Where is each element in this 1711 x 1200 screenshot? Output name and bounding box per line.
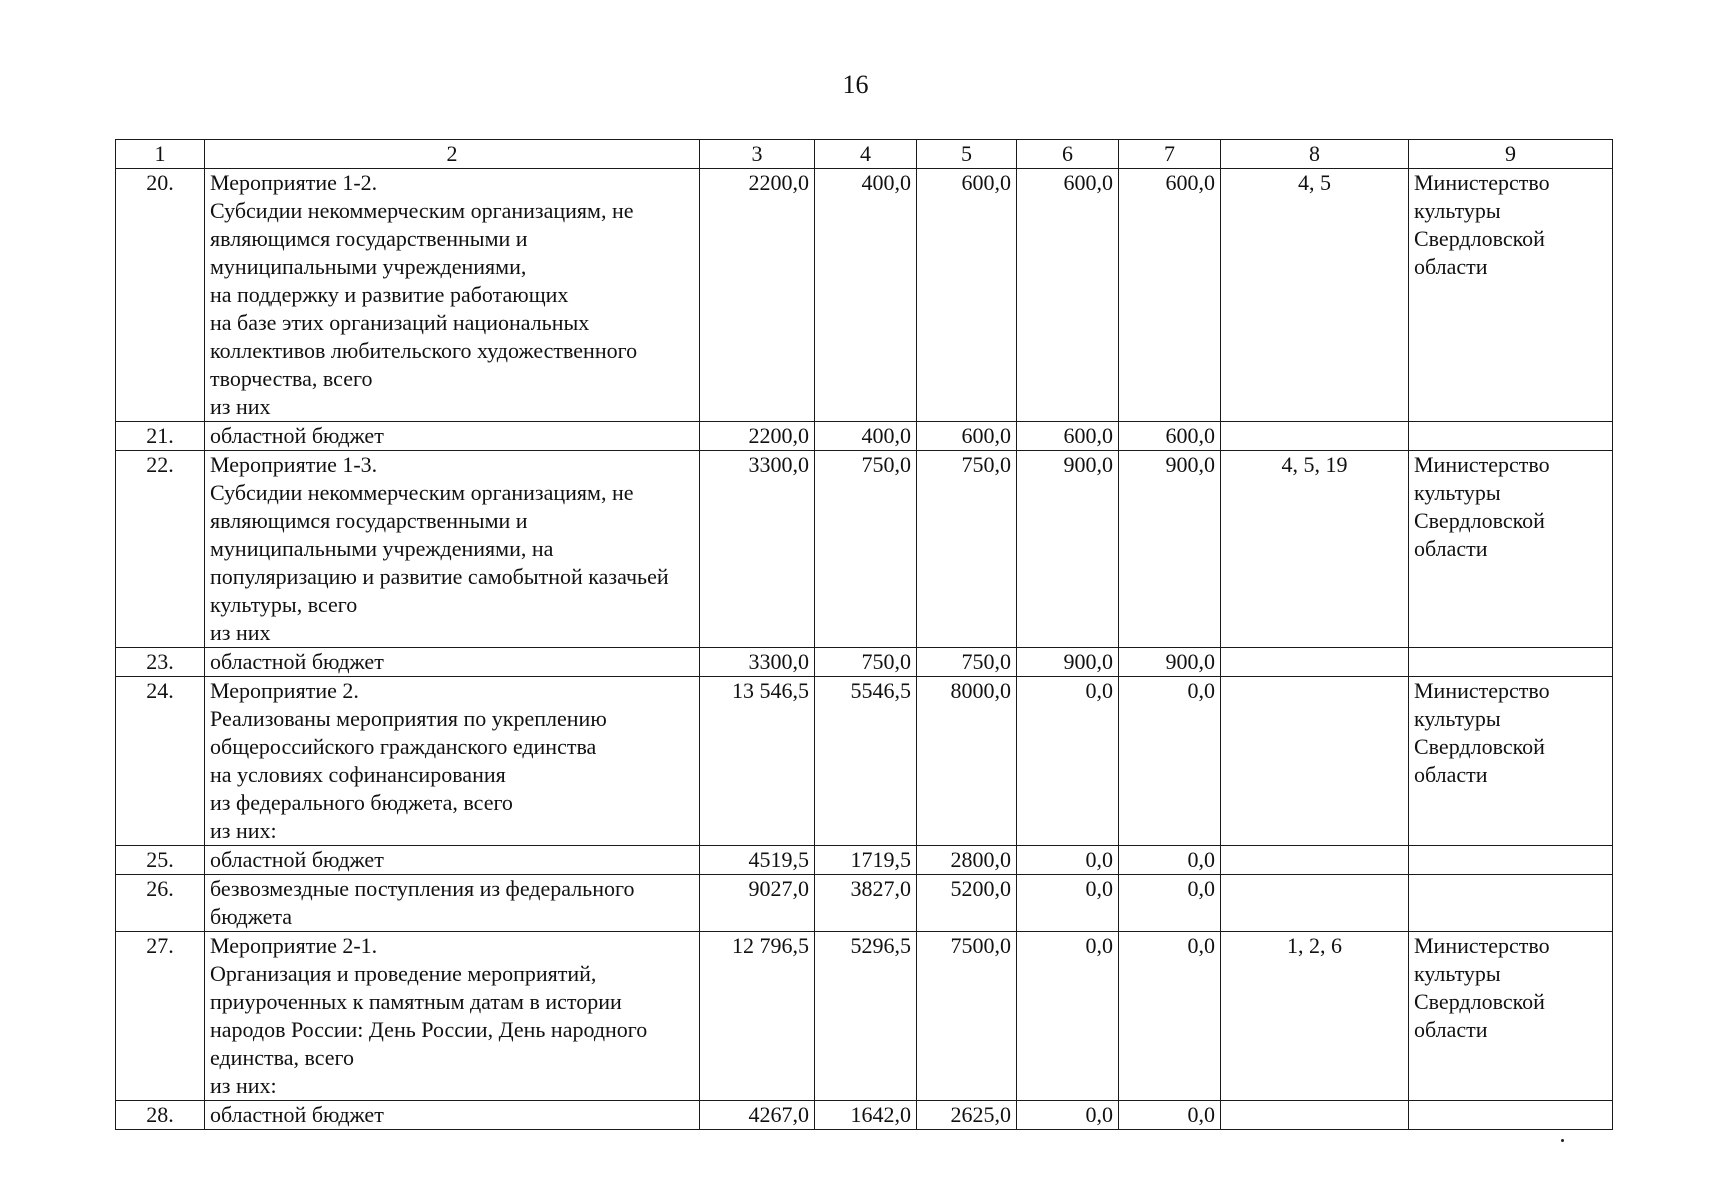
value-year-1: 5546,5 [815, 677, 917, 846]
target-indicators [1221, 422, 1409, 451]
value-year-3: 900,0 [1017, 648, 1119, 677]
target-indicators: 4, 5 [1221, 169, 1409, 422]
row-number: 28. [116, 1101, 205, 1130]
row-number: 22. [116, 451, 205, 648]
row-description: областной бюджет [205, 846, 700, 875]
value-year-1: 1642,0 [815, 1101, 917, 1130]
value-year-4: 0,0 [1119, 932, 1221, 1101]
row-description: областной бюджет [205, 422, 700, 451]
program-table [115, 139, 1613, 1130]
row-number: 21. [116, 422, 205, 451]
row-description: Мероприятие 2-1. Организация и проведение мероприятий, приуроченных к памятным датам в истории народов России: День России, День народного единства, всего из них: [205, 932, 700, 1101]
value-year-4: 900,0 [1119, 648, 1221, 677]
value-year-2: 750,0 [917, 648, 1017, 677]
value-year-2: 600,0 [917, 422, 1017, 451]
row-number: 26. [116, 875, 205, 932]
executor: Министерство культуры Свердловской области [1409, 932, 1613, 1101]
value-total: 4267,0 [700, 1101, 815, 1130]
target-indicators [1221, 677, 1409, 846]
executor: Министерство культуры Свердловской области [1409, 169, 1613, 422]
value-year-2: 5200,0 [917, 875, 1017, 932]
value-year-4: 0,0 [1119, 875, 1221, 932]
row-number: 24. [116, 677, 205, 846]
value-year-3: 0,0 [1017, 677, 1119, 846]
row-description: безвозмездные поступления из федерального бюджета [205, 875, 700, 932]
value-year-4: 600,0 [1119, 422, 1221, 451]
value-year-2: 750,0 [917, 451, 1017, 648]
scan-speck [1561, 1139, 1564, 1142]
value-year-3: 0,0 [1017, 875, 1119, 932]
value-year-1: 400,0 [815, 169, 917, 422]
executor [1409, 648, 1613, 677]
table-row [116, 422, 1613, 451]
table-row [116, 169, 1613, 422]
column-header: 3 [700, 140, 815, 169]
target-indicators: 4, 5, 19 [1221, 451, 1409, 648]
value-total: 12 796,5 [700, 932, 815, 1101]
column-header: 6 [1017, 140, 1119, 169]
value-year-3: 0,0 [1017, 846, 1119, 875]
executor [1409, 422, 1613, 451]
value-year-4: 0,0 [1119, 1101, 1221, 1130]
row-number: 20. [116, 169, 205, 422]
value-year-2: 8000,0 [917, 677, 1017, 846]
page-number: 16 [842, 70, 869, 99]
executor [1409, 846, 1613, 875]
column-header: 5 [917, 140, 1017, 169]
row-number: 27. [116, 932, 205, 1101]
row-description: Мероприятие 1-2. Субсидии некоммерческим организациям, не являющимся государственными и муниципальными учреждениями, на поддержку и развитие работающих на базе этих организаций национальных коллективов любительского художественного творчества, всего из них [205, 169, 700, 422]
target-indicators: 1, 2, 6 [1221, 932, 1409, 1101]
value-year-3: 600,0 [1017, 169, 1119, 422]
column-header: 2 [205, 140, 700, 169]
value-year-3: 600,0 [1017, 422, 1119, 451]
row-number: 23. [116, 648, 205, 677]
executor [1409, 1101, 1613, 1130]
row-number: 25. [116, 846, 205, 875]
value-year-2: 2625,0 [917, 1101, 1017, 1130]
value-year-2: 7500,0 [917, 932, 1017, 1101]
row-description: Мероприятие 1-3. Субсидии некоммерческим организациям, не являющимся государственными и муниципальными учреждениями, на популяризацию и развитие самобытной казачьей культуры, всего из них [205, 451, 700, 648]
value-year-1: 3827,0 [815, 875, 917, 932]
target-indicators [1221, 846, 1409, 875]
column-header: 9 [1409, 140, 1613, 169]
value-year-1: 750,0 [815, 451, 917, 648]
value-year-4: 600,0 [1119, 169, 1221, 422]
value-year-3: 900,0 [1017, 451, 1119, 648]
value-year-2: 2800,0 [917, 846, 1017, 875]
executor: Министерство культуры Свердловской области [1409, 451, 1613, 648]
row-description: Мероприятие 2. Реализованы мероприятия по укреплению общероссийского гражданского единства на условиях софинансирования из федерального бюджета, всего из них: [205, 677, 700, 846]
column-header: 8 [1221, 140, 1409, 169]
table-row [116, 1101, 1613, 1130]
row-description: областной бюджет [205, 1101, 700, 1130]
value-year-4: 0,0 [1119, 846, 1221, 875]
value-year-1: 1719,5 [815, 846, 917, 875]
executor [1409, 875, 1613, 932]
target-indicators [1221, 875, 1409, 932]
table-row [116, 451, 1613, 648]
table-row [116, 677, 1613, 846]
table-row [116, 648, 1613, 677]
table-row [116, 846, 1613, 875]
header-row [116, 140, 1613, 169]
column-header: 7 [1119, 140, 1221, 169]
column-header: 1 [116, 140, 205, 169]
value-year-4: 0,0 [1119, 677, 1221, 846]
target-indicators [1221, 648, 1409, 677]
value-year-3: 0,0 [1017, 932, 1119, 1101]
target-indicators [1221, 1101, 1409, 1130]
value-year-2: 600,0 [917, 169, 1017, 422]
table-row [116, 932, 1613, 1101]
value-total: 4519,5 [700, 846, 815, 875]
table-row [116, 875, 1613, 932]
value-total: 3300,0 [700, 648, 815, 677]
value-total: 3300,0 [700, 451, 815, 648]
value-year-1: 750,0 [815, 648, 917, 677]
value-total: 2200,0 [700, 169, 815, 422]
value-total: 2200,0 [700, 422, 815, 451]
value-total: 13 546,5 [700, 677, 815, 846]
value-year-1: 400,0 [815, 422, 917, 451]
executor: Министерство культуры Свердловской области [1409, 677, 1613, 846]
column-header: 4 [815, 140, 917, 169]
row-description: областной бюджет [205, 648, 700, 677]
value-year-3: 0,0 [1017, 1101, 1119, 1130]
value-year-1: 5296,5 [815, 932, 917, 1101]
value-total: 9027,0 [700, 875, 815, 932]
value-year-4: 900,0 [1119, 451, 1221, 648]
